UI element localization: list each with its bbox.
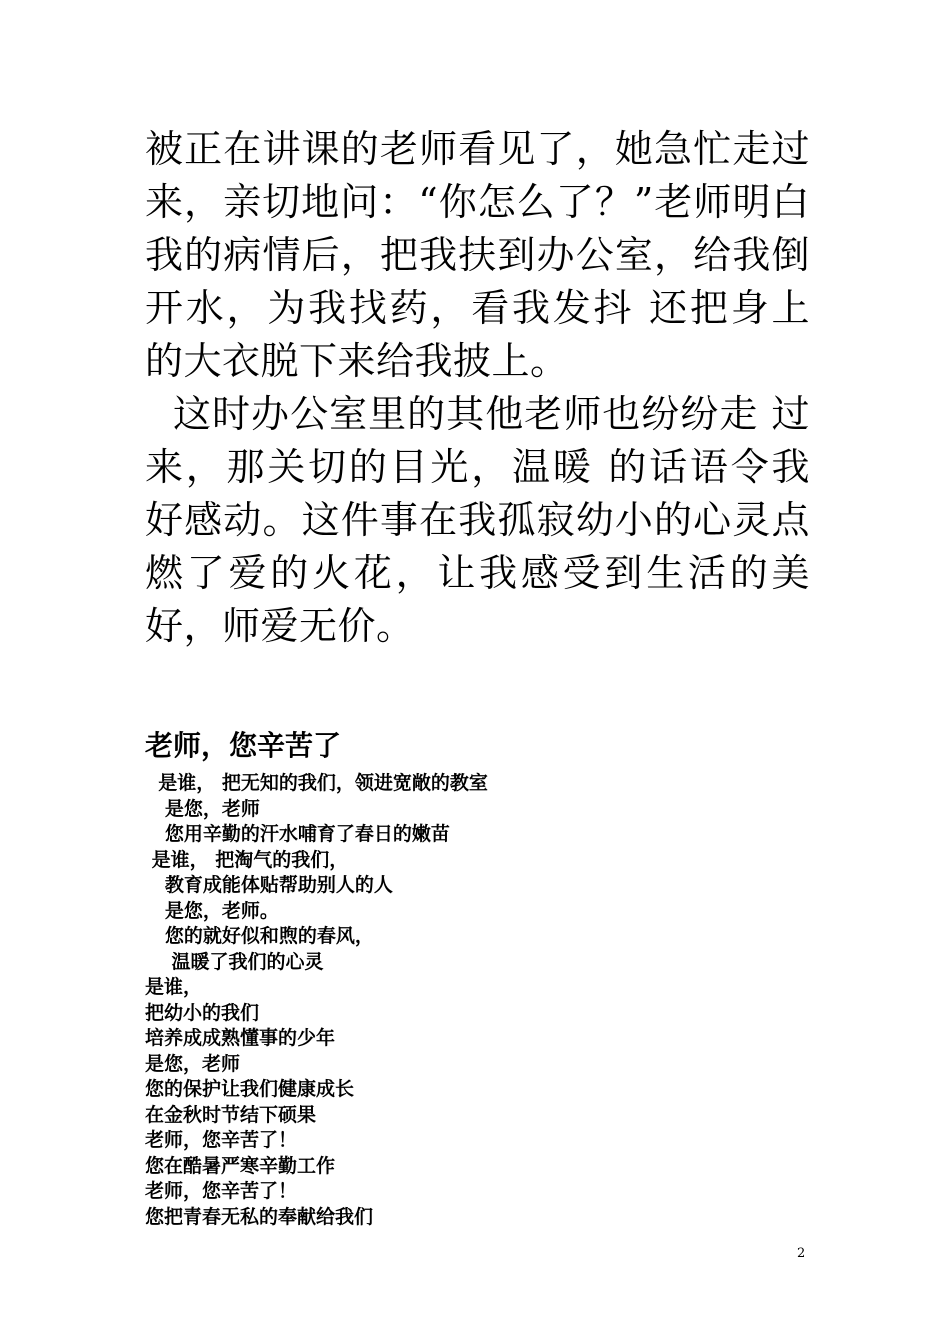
poem-line: 把幼小的我们 xyxy=(145,1001,260,1024)
poem-line: 教育成能体贴帮助别人的人 xyxy=(145,874,393,896)
poem-line: 在金秋时节结下硕果 xyxy=(145,1103,317,1126)
poem-line: 是谁， 把无知的我们，领进宽敞的教室 xyxy=(145,772,488,794)
poem-line: 是您，老师。 xyxy=(145,899,279,922)
poem-line: 您把青春无私的奉献给我们 xyxy=(145,1205,374,1228)
poem-line: 您在酷暑严寒辛勤工作 xyxy=(145,1154,336,1177)
prose-paragraph: 被正在讲课的老师看见了，她急忙走过来，亲切地问：“你怎么了？”老师明白我的病情后，把我扶到办公室，给我倒开水，为我找药，看我发抖 还把身上的大衣脱下来给我披上。 xyxy=(145,127,810,383)
prose-paragraph: 这时办公室里的其他老师也纷纷走 过来，那关切的目光，温暖 的话语令我好感动。这件事在我孤寂幼小的心灵点燃了爱的火花，让我感受到生活的美好，师爱无价。 xyxy=(145,392,810,648)
poem-line: 是您，老师 xyxy=(145,797,260,820)
page-number: 2 xyxy=(797,1246,806,1261)
poem-line: 老师，您辛苦了！ xyxy=(145,1129,298,1151)
poem-line: 您的保护让我们健康成长 xyxy=(145,1078,355,1100)
poem-line: 老师，您辛苦了！ xyxy=(145,1180,298,1202)
poem-line: 是谁， 把淘气的我们， xyxy=(145,848,349,871)
poem-line: 是谁， xyxy=(145,976,203,998)
poem-line: 培养成成熟懂事的少年 xyxy=(145,1027,336,1049)
poem-line: 是您，老师 xyxy=(145,1052,241,1075)
poem-body xyxy=(145,771,785,1230)
prose-section xyxy=(145,123,810,653)
poem-line: 您的就好似和煦的春风， xyxy=(145,925,374,947)
poem-line: 您用辛勤的汗水哺育了春日的嫩苗 xyxy=(145,823,450,845)
poem-title: 老师，您辛苦了 xyxy=(145,729,342,762)
poem-line: 温暖了我们的心灵 xyxy=(145,950,324,973)
